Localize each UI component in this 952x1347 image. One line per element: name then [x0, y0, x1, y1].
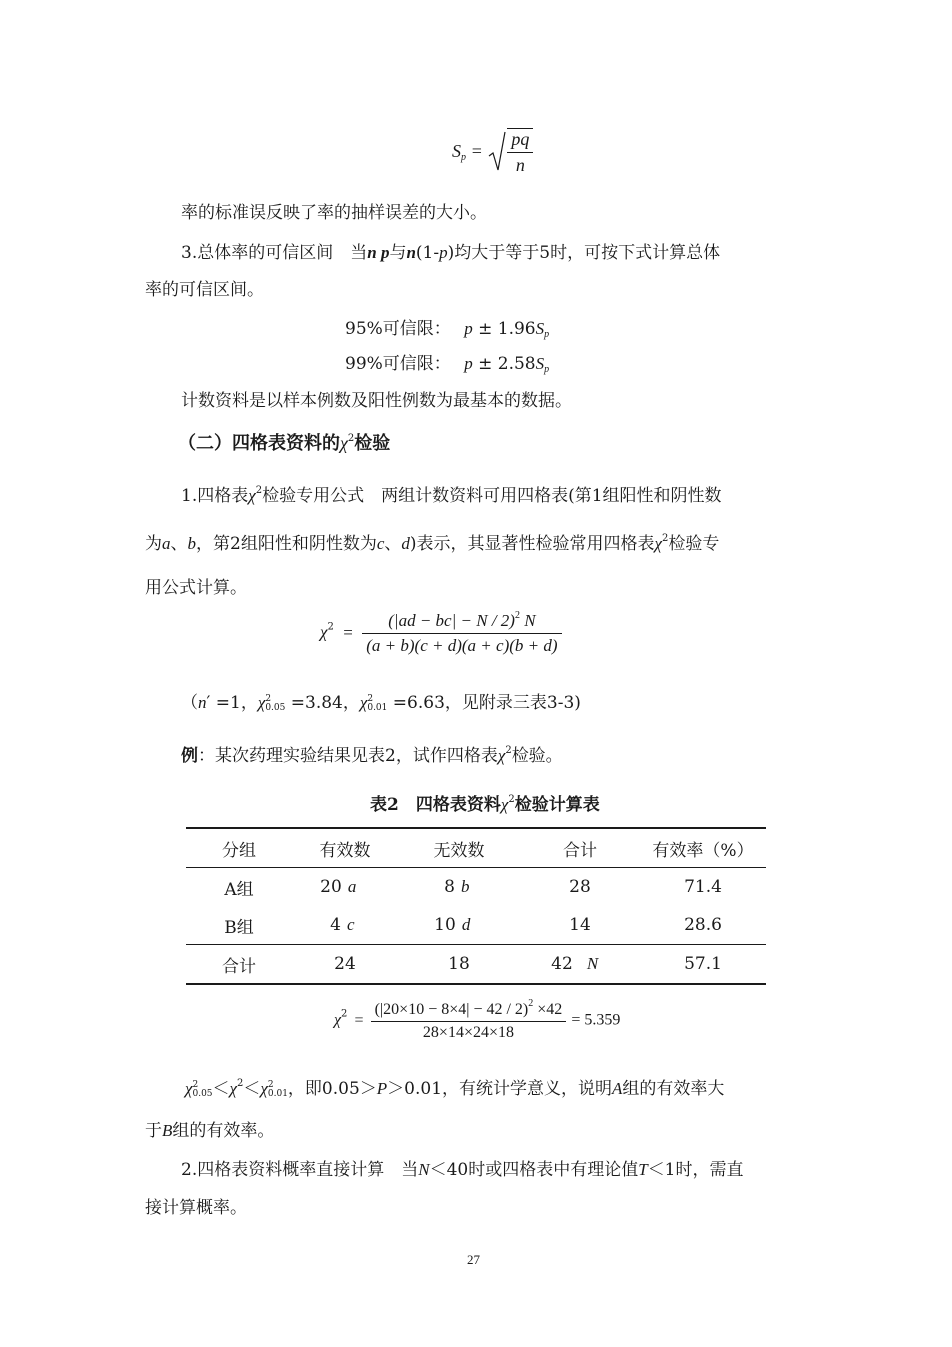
formula-chi-numerator	[362, 610, 561, 634]
chi-scripts-001	[367, 695, 387, 713]
sup: 2	[255, 485, 263, 496]
ci95-op: ± 1.96	[472, 319, 536, 339]
text: 组的有效率大	[622, 1079, 725, 1099]
example-label: 例	[181, 746, 198, 766]
formula-result: = 5.359	[571, 1011, 621, 1029]
letter: c	[347, 915, 355, 934]
formula-standard-error	[452, 128, 533, 176]
cell-ineffective: 18	[448, 954, 470, 974]
text: 3.总体率的可信区间 当	[181, 243, 368, 263]
formula-chi-square	[320, 610, 562, 656]
cell-group: A组	[224, 879, 254, 900]
var-c: c	[376, 534, 385, 553]
num-text: (|20×10 − 8×4| − 42 / 2)	[374, 1001, 529, 1018]
sup: 2	[347, 433, 355, 444]
formula-numerator: pq	[507, 129, 533, 153]
header-ineffective: 无效数	[433, 840, 485, 861]
cell-ineffective	[398, 868, 520, 907]
formula-calc-numerator	[371, 998, 567, 1022]
cell-rate: 71.4	[684, 877, 722, 897]
text: ＜	[243, 1079, 261, 1099]
sup: 2	[367, 693, 374, 704]
cell-effective	[292, 868, 398, 907]
ci95-line	[345, 314, 549, 340]
cell-group: 合计	[222, 956, 256, 977]
sqrt-icon	[488, 130, 506, 174]
var-b: b	[187, 534, 196, 553]
text: 与	[389, 243, 407, 263]
var-S: S	[535, 354, 545, 373]
ci99-line	[345, 349, 549, 375]
sub: 0.05	[265, 702, 286, 713]
cell-group: B组	[224, 917, 254, 938]
text: 、	[170, 534, 188, 554]
sub: 0.01	[367, 702, 388, 713]
sub: 0.01	[267, 1088, 288, 1099]
text: 、	[384, 534, 402, 554]
paragraph-standard-error: 率的标准误反映了率的抽样误差的大小。	[181, 203, 487, 223]
text: 检验专用公式 两组计数资料可用四格表(第1组阳性和阴性数	[262, 486, 722, 506]
sub-p: p	[544, 364, 550, 375]
chi-symbol: χ	[497, 746, 506, 765]
var-n: n	[198, 693, 207, 712]
chi-scripts-005	[192, 1081, 212, 1099]
letter: d	[461, 915, 471, 934]
sup: 2	[528, 998, 534, 1009]
heading-tail: 检验	[354, 433, 391, 454]
formula-lhs: S	[452, 141, 461, 161]
value: 20	[320, 877, 342, 897]
formula-calc-fraction	[371, 998, 567, 1042]
paragraph-exact-line1	[181, 1155, 744, 1180]
chi-symbol: χ	[248, 486, 256, 505]
sup: 2	[505, 745, 512, 756]
value: 8	[444, 877, 455, 897]
sub: 0.05	[192, 1088, 213, 1099]
var-N: N	[418, 1160, 430, 1179]
chi-symbol: χ	[359, 693, 368, 712]
header-group: 分组	[222, 840, 256, 861]
text: ＜	[212, 1079, 230, 1099]
text: （	[181, 693, 198, 713]
formula-equals: =	[471, 141, 482, 161]
formula-equals: =	[343, 622, 353, 642]
chi-symbol: χ	[334, 1011, 342, 1029]
cell-effective	[292, 906, 398, 945]
formula-denominator: n	[515, 155, 525, 175]
formula-calculation	[334, 998, 620, 1042]
section-heading	[178, 429, 390, 455]
sub-p: p	[544, 329, 550, 340]
table-header-row	[186, 828, 766, 868]
chi-symbol: χ	[340, 433, 348, 453]
num-tail: ×42	[533, 1001, 563, 1018]
text: ′ =1，	[206, 693, 258, 713]
sup: 2	[192, 1079, 199, 1090]
var-p: p	[439, 243, 448, 262]
text: ：	[198, 746, 215, 766]
paragraph-conclusion-line1	[185, 1074, 724, 1099]
paragraph-note	[181, 688, 581, 713]
page-number: 27	[467, 1252, 480, 1267]
paragraph-count-data: 计数资料是以样本例数及阳性例数为最基本的数据。	[181, 391, 572, 411]
text: )表示，其显著性检验常用四格表	[409, 534, 655, 554]
sup: 2	[327, 621, 334, 633]
cell-total	[520, 945, 640, 985]
formula-equals: =	[354, 1011, 364, 1029]
chi-symbol: χ	[257, 693, 266, 712]
paragraph-fourfold-line2	[145, 529, 719, 554]
text: )均大于等于5时，可按下式计算总体	[447, 243, 721, 263]
text: ＜40时或四格表中有理论值	[429, 1160, 639, 1180]
var-B: B	[162, 1121, 173, 1140]
text: 检验专	[668, 534, 720, 554]
paragraph-example	[181, 741, 563, 766]
letter: a	[347, 877, 357, 896]
var-d: d	[401, 534, 410, 553]
fourfold-table	[186, 827, 766, 985]
value: 4	[330, 915, 341, 935]
chi-symbol: χ	[320, 622, 328, 642]
table-total-row	[186, 945, 766, 985]
title-text: 表2 四格表资料	[370, 795, 501, 815]
sup: 2	[341, 1008, 348, 1020]
paragraph-fourfold-line1	[181, 481, 722, 506]
var-A: A	[612, 1079, 623, 1098]
chi-symbol: χ	[500, 795, 509, 814]
heading-text: （二）四格表资料的	[178, 433, 340, 454]
text: ，即0.05＞	[287, 1079, 377, 1099]
chi-scripts-001	[268, 1081, 288, 1099]
ci99-label: 99%可信限：	[345, 354, 451, 374]
text: (1-	[415, 243, 440, 263]
num-text: (|ad − bc| − N / 2)	[388, 611, 515, 630]
cell-effective: 24	[334, 954, 356, 974]
text: ＞0.01，有统计学意义，说明	[387, 1079, 613, 1099]
paragraph-conclusion-line2	[145, 1116, 274, 1141]
var-p: p	[464, 354, 473, 373]
text: 某次药理实验结果见表2，试作四格表	[215, 746, 498, 766]
var-n: n	[406, 243, 416, 262]
sup: 2	[508, 794, 515, 805]
var-S: S	[535, 319, 545, 338]
value: 42	[551, 954, 573, 974]
text: 1.四格表	[181, 486, 249, 506]
title-text: 检验计算表	[514, 795, 600, 815]
text: 2.四格表资料概率直接计算 当	[181, 1160, 419, 1180]
letter: b	[461, 877, 470, 896]
header-rate: 有效率（%）	[652, 840, 754, 861]
table-row	[186, 906, 766, 945]
formula-fraction	[507, 128, 533, 176]
chi-symbol: χ	[229, 1079, 238, 1098]
ci95-label: 95%可信限：	[345, 319, 451, 339]
table-title	[370, 790, 600, 815]
cell-rate: 28.6	[684, 915, 722, 935]
sup: 2	[267, 1079, 274, 1090]
text: =3.84，	[285, 693, 360, 713]
text: ，第2组阳性和阴性数为	[196, 534, 377, 554]
value: 10	[434, 915, 456, 935]
formula-lhs-sub: p	[461, 152, 466, 163]
header-effective: 有效数	[319, 840, 371, 861]
text: 为	[145, 534, 162, 554]
paragraph-ci-line1	[181, 238, 720, 263]
num-tail: N	[519, 611, 536, 630]
var-np: n p	[367, 243, 390, 262]
chi-symbol: χ	[185, 1079, 193, 1098]
table-row	[186, 868, 766, 907]
letter: N	[586, 954, 599, 973]
cell-ineffective	[398, 906, 520, 945]
text: ＜1时，需直	[647, 1160, 744, 1180]
paragraph-exact-line2: 接计算概率。	[145, 1198, 247, 1218]
var-p: p	[464, 319, 473, 338]
text: 组的有效率。	[172, 1121, 275, 1141]
formula-chi-fraction	[362, 610, 561, 656]
chi-scripts-005	[265, 695, 285, 713]
formula-chi-denominator: (a + b)(c + d)(a + c)(b + d)	[366, 636, 558, 655]
var-a: a	[162, 534, 171, 553]
sup: 2	[237, 1078, 244, 1089]
cell-rate: 57.1	[684, 954, 722, 974]
chi-symbol: χ	[654, 534, 662, 553]
ci99-op: ± 2.58	[472, 354, 536, 374]
cell-total: 14	[569, 915, 591, 935]
var-T: T	[638, 1160, 648, 1179]
sup: 2	[662, 533, 669, 544]
sup: 2	[514, 610, 520, 621]
var-P: P	[376, 1079, 388, 1098]
cell-total: 28	[569, 877, 591, 897]
formula-calc-denominator: 28×14×24×18	[422, 1024, 514, 1041]
paragraph-fourfold-line3: 用公式计算。	[145, 578, 247, 598]
header-total: 合计	[563, 840, 597, 861]
text: 于	[145, 1121, 162, 1141]
chi-symbol: χ	[260, 1079, 268, 1098]
sup: 2	[265, 693, 272, 704]
text: 检验。	[511, 746, 563, 766]
paragraph-ci-line2: 率的可信区间。	[145, 280, 264, 300]
text: =6.63，见附录三表3-3)	[387, 693, 581, 713]
